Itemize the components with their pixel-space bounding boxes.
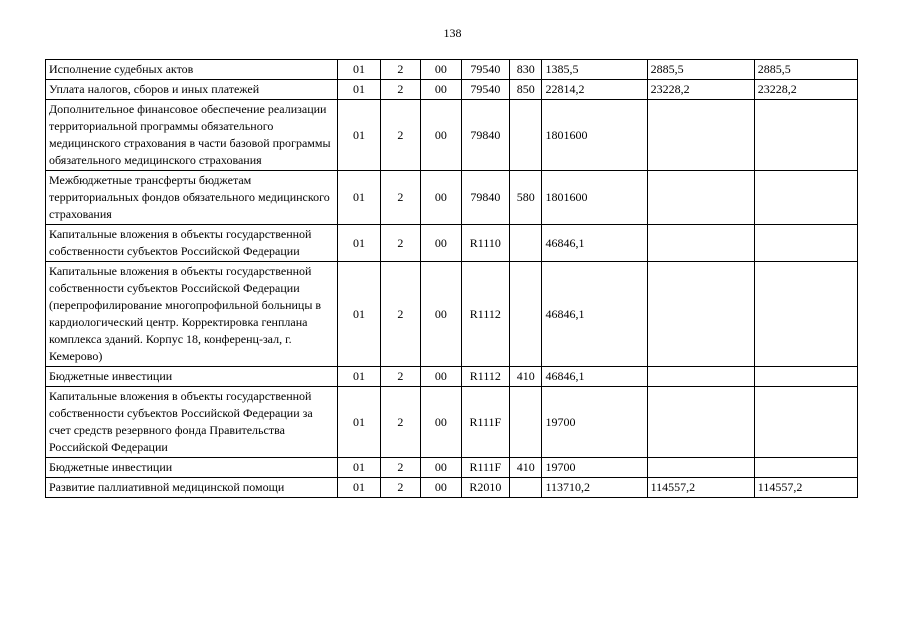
amount-year-2 bbox=[647, 225, 754, 262]
row-name: Исполнение судебных актов bbox=[46, 60, 338, 80]
amount-year-3 bbox=[754, 387, 857, 458]
subprogram-code: 00 bbox=[421, 60, 461, 80]
section-code: 01 bbox=[338, 80, 380, 100]
program-code: 2 bbox=[380, 458, 420, 478]
article-code: 79540 bbox=[461, 80, 510, 100]
article-code: R111F bbox=[461, 387, 510, 458]
program-code: 2 bbox=[380, 387, 420, 458]
program-code: 2 bbox=[380, 478, 420, 498]
expense-type-code: 410 bbox=[510, 458, 542, 478]
amount-year-1: 46846,1 bbox=[542, 367, 647, 387]
section-code: 01 bbox=[338, 478, 380, 498]
table-row bbox=[46, 225, 858, 262]
amount-year-1: 1385,5 bbox=[542, 60, 647, 80]
subprogram-code: 00 bbox=[421, 80, 461, 100]
amount-year-2 bbox=[647, 100, 754, 171]
amount-year-3 bbox=[754, 100, 857, 171]
table-row bbox=[46, 262, 858, 367]
section-code: 01 bbox=[338, 60, 380, 80]
row-name: Уплата налогов, сборов и иных платежей bbox=[46, 80, 338, 100]
table-row bbox=[46, 367, 858, 387]
amount-year-1: 46846,1 bbox=[542, 262, 647, 367]
expense-type-code bbox=[510, 387, 542, 458]
table-row bbox=[46, 80, 858, 100]
expense-type-code bbox=[510, 225, 542, 262]
amount-year-3 bbox=[754, 225, 857, 262]
table-row bbox=[46, 60, 858, 80]
program-code: 2 bbox=[380, 80, 420, 100]
amount-year-2 bbox=[647, 458, 754, 478]
amount-year-1: 1801600 bbox=[542, 100, 647, 171]
amount-year-1: 113710,2 bbox=[542, 478, 647, 498]
expense-type-code: 850 bbox=[510, 80, 542, 100]
row-name: Капитальные вложения в объекты государственной собственности субъектов Российской Федерации (перепрофилирование многопрофильной больницы в кардиологический центр. Корректировка генплана комплекса зданий. Корпус 18, конференц-зал, г. Кемерово) bbox=[46, 262, 338, 367]
row-name: Капитальные вложения в объекты государственной собственности субъектов Российской Федерации bbox=[46, 225, 338, 262]
row-name: Развитие паллиативной медицинской помощи bbox=[46, 478, 338, 498]
table-row bbox=[46, 100, 858, 171]
subprogram-code: 00 bbox=[421, 367, 461, 387]
section-code: 01 bbox=[338, 458, 380, 478]
amount-year-2 bbox=[647, 387, 754, 458]
section-code: 01 bbox=[338, 171, 380, 225]
amount-year-3 bbox=[754, 458, 857, 478]
amount-year-2 bbox=[647, 367, 754, 387]
row-name: Межбюджетные трансферты бюджетам территориальных фондов обязательного медицинского страхования bbox=[46, 171, 338, 225]
amount-year-3: 114557,2 bbox=[754, 478, 857, 498]
article-code: R1112 bbox=[461, 262, 510, 367]
amount-year-1: 1801600 bbox=[542, 171, 647, 225]
amount-year-3: 23228,2 bbox=[754, 80, 857, 100]
expense-type-code bbox=[510, 262, 542, 367]
section-code: 01 bbox=[338, 262, 380, 367]
amount-year-1: 19700 bbox=[542, 387, 647, 458]
program-code: 2 bbox=[380, 171, 420, 225]
row-name: Капитальные вложения в объекты государственной собственности субъектов Российской Федерации за счет средств резервного фонда Правительства Российской Федерации bbox=[46, 387, 338, 458]
article-code: R111F bbox=[461, 458, 510, 478]
page-number: 138 bbox=[443, 26, 462, 40]
amount-year-2 bbox=[647, 171, 754, 225]
table-row bbox=[46, 458, 858, 478]
table-body bbox=[46, 60, 858, 498]
amount-year-2: 2885,5 bbox=[647, 60, 754, 80]
amount-year-2: 23228,2 bbox=[647, 80, 754, 100]
amount-year-3 bbox=[754, 171, 857, 225]
section-code: 01 bbox=[338, 100, 380, 171]
subprogram-code: 00 bbox=[421, 262, 461, 367]
row-name: Дополнительное финансовое обеспечение реализации территориальной программы обязательного медицинского страхования в части базовой программы обязательного медицинского страхования bbox=[46, 100, 338, 171]
expense-type-code bbox=[510, 100, 542, 171]
amount-year-3 bbox=[754, 262, 857, 367]
budget-table bbox=[45, 59, 858, 498]
article-code: R1112 bbox=[461, 367, 510, 387]
subprogram-code: 00 bbox=[421, 225, 461, 262]
program-code: 2 bbox=[380, 367, 420, 387]
program-code: 2 bbox=[380, 100, 420, 171]
article-code: R1110 bbox=[461, 225, 510, 262]
section-code: 01 bbox=[338, 367, 380, 387]
amount-year-2 bbox=[647, 262, 754, 367]
expense-type-code bbox=[510, 478, 542, 498]
amount-year-1: 19700 bbox=[542, 458, 647, 478]
subprogram-code: 00 bbox=[421, 171, 461, 225]
amount-year-1: 22814,2 bbox=[542, 80, 647, 100]
table-row bbox=[46, 171, 858, 225]
subprogram-code: 00 bbox=[421, 387, 461, 458]
amount-year-1: 46846,1 bbox=[542, 225, 647, 262]
table-row bbox=[46, 387, 858, 458]
article-code: 79540 bbox=[461, 60, 510, 80]
row-name: Бюджетные инвестиции bbox=[46, 367, 338, 387]
program-code: 2 bbox=[380, 225, 420, 262]
expense-type-code: 830 bbox=[510, 60, 542, 80]
article-code: 79840 bbox=[461, 171, 510, 225]
amount-year-3: 2885,5 bbox=[754, 60, 857, 80]
table-row bbox=[46, 478, 858, 498]
section-code: 01 bbox=[338, 225, 380, 262]
expense-type-code: 580 bbox=[510, 171, 542, 225]
amount-year-3 bbox=[754, 367, 857, 387]
subprogram-code: 00 bbox=[421, 458, 461, 478]
program-code: 2 bbox=[380, 262, 420, 367]
subprogram-code: 00 bbox=[421, 100, 461, 171]
section-code: 01 bbox=[338, 387, 380, 458]
article-code: R2010 bbox=[461, 478, 510, 498]
subprogram-code: 00 bbox=[421, 478, 461, 498]
article-code: 79840 bbox=[461, 100, 510, 171]
row-name: Бюджетные инвестиции bbox=[46, 458, 338, 478]
program-code: 2 bbox=[380, 60, 420, 80]
amount-year-2: 114557,2 bbox=[647, 478, 754, 498]
expense-type-code: 410 bbox=[510, 367, 542, 387]
